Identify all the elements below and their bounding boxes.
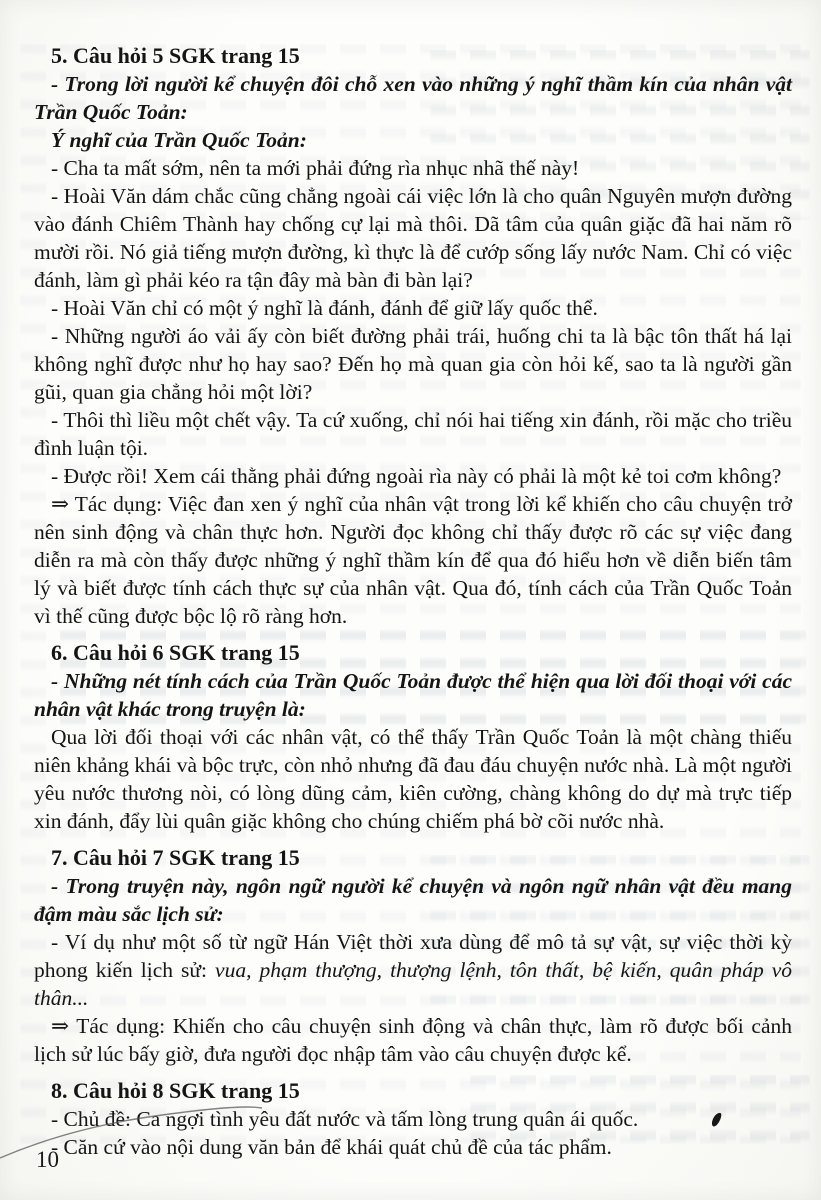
section-question-6 [34, 639, 792, 835]
example-paragraph [34, 928, 792, 1012]
section-question-8 [34, 1077, 792, 1161]
section-question-5 [34, 42, 792, 630]
example-terms: vua, phạm thượng, thượng lệnh, tôn thất, bệ kiến, quân pháp vô thân... [34, 958, 793, 1010]
section-question-7 [34, 844, 792, 1068]
section-heading: 6. Câu hỏi 6 SGK trang 15 [51, 640, 300, 665]
section-heading: 8. Câu hỏi 8 SGK trang 15 [51, 1078, 300, 1103]
sub-heading: Ý nghĩ của Trần Quốc Toản: [51, 128, 307, 152]
question-prompt: - Trong truyện này, ngôn ngữ người kể chuyện và ngôn ngữ nhân vật đều mang đậm màu sắc lịch sử: [34, 874, 792, 926]
page-number: 10 [36, 1147, 59, 1172]
dialogue-line: - Hoài Văn dám chắc cũng chẳng ngoài cái việc lớn là cho quân Nguyên mượn đường vào đánh Chiêm Thành hay chống cự lại mà thôi. Dã tâm của quân giặc đã hai năm rõ mười rồi. Nó giả tiếng mượn đường, kì thực là để cướp sống lấy nước Nam. Chỉ có việc đánh, làm gì phải kéo ra tận đây mà bàn đi bàn lại? [34, 184, 792, 292]
answer-paragraph: - Căn cứ vào nội dung văn bản để khái quát chủ đề của tác phẩm. [51, 1135, 612, 1159]
dialogue-line: - Hoài Văn chỉ có một ý nghĩ là đánh, đánh để giữ lấy quốc thể. [51, 296, 598, 320]
conclusion-paragraph: ⇒ Tác dụng: Việc đan xen ý nghĩ của nhân vật trong lời kể khiến cho câu chuyện trở nên sinh động và chân thực hơn. Người đọc không chỉ thấy được rõ các sự việc đang diễn ra mà còn thấy được những ý nghĩ thầm kín để qua đó hiểu hơn về diễn biến tâm lý và biết được tính cách thực sự của nhân vật. Qua đó, tính cách của Trần Quốc Toản vì thế cũng được bộc lộ rõ ràng hơn. [34, 492, 792, 628]
dialogue-line: - Thôi thì liều một chết vậy. Ta cứ xuống, chỉ nói hai tiếng xin đánh, rồi mặc cho triều đình luận tội. [34, 408, 792, 460]
dialogue-line: - Được rồi! Xem cái thằng phải đứng ngoài rìa này có phải là một kẻ toi cơm không? [51, 464, 782, 488]
dialogue-line: - Những người áo vải ấy còn biết đường phải trái, huống chi ta là bậc tôn thất há lại không nghĩ được như họ hay sao? Đến họ mà quan gia còn hỏi kế, sao ta là người gần gũi, quan gia chẳng hỏi một lời? [34, 324, 792, 404]
question-prompt: - Trong lời người kể chuyện đôi chỗ xen vào những ý nghĩ thầm kín của nhân vật Trần Quốc Toản: [34, 72, 792, 124]
page-content [34, 42, 792, 1161]
dialogue-line: - Cha ta mất sớm, nên ta mới phải đứng rìa nhục nhã thế này! [51, 156, 580, 180]
question-prompt: - Những nét tính cách của Trần Quốc Toản được thể hiện qua lời đối thoại với các nhân vật khác trong truyện là: [34, 669, 792, 721]
example-lead: - Ví dụ như một số từ ngữ Hán Việt thời xưa dùng để mô tả sự vật, sự việc thời kỳ phong kiến lịch sử: [34, 930, 792, 982]
answer-paragraph: Qua lời đối thoại với các nhân vật, có thể thấy Trần Quốc Toản là một chàng thiếu niên khảng khái và bộc trực, còn nhỏ nhưng đã đau đáu chuyện nước nhà. Là một người yêu nước thương nòi, có lòng dũng cảm, kiên cường, chàng không do dự mà trực tiếp xin đánh, đẩy lùi quân giặc không cho chúng chiếm phá bờ cõi nước nhà. [34, 725, 792, 833]
answer-paragraph: - Chủ đề: Ca ngợi tình yêu đất nước và tấm lòng trung quân ái quốc. [51, 1107, 639, 1131]
conclusion-paragraph: ⇒ Tác dụng: Khiến cho câu chuyện sinh động và chân thực, làm rõ được bối cảnh lịch sử lúc bấy giờ, đưa người đọc nhập tâm vào câu chuyện được kể. [34, 1014, 792, 1066]
section-heading: 5. Câu hỏi 5 SGK trang 15 [51, 43, 300, 68]
section-heading: 7. Câu hỏi 7 SGK trang 15 [51, 845, 300, 870]
